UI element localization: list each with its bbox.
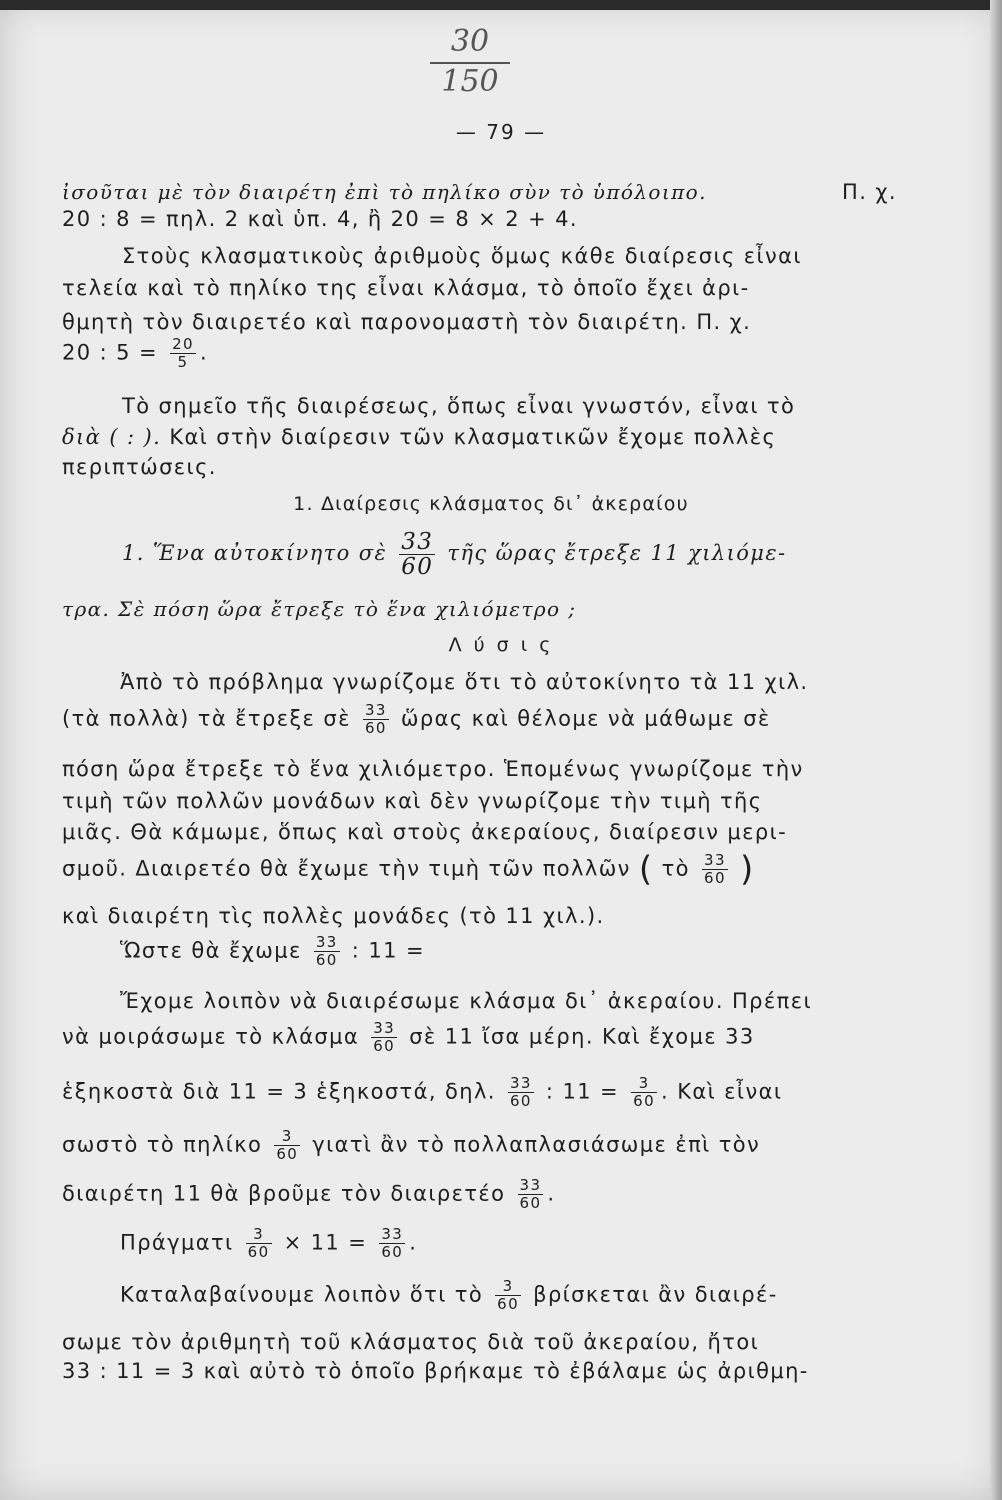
fraction-numerator: 3 [495,1278,521,1296]
fraction-denominator: 60 [247,1243,270,1261]
fraction-numerator: 33 [364,701,387,719]
text-span: : 11 = [351,938,425,963]
text-span: Καὶ εἶναι [677,1079,783,1104]
text-span: σμοῦ. Διαιρετέο θὰ ἔχωμε τὴν τιμὴ τῶν πολλῶν [62,856,631,881]
text-line [120,1278,778,1313]
fraction-denominator: 60 [315,951,338,969]
text-line: τελεία καὶ τὸ πηλίκο της εἶναι κλάσμα, τὸ ὁποῖο ἔχει ἀρι- [62,276,750,300]
fraction-denominator: 60 [364,719,387,737]
fraction-numerator: 3 [631,1075,657,1093]
fraction [379,1226,405,1261]
text-line: Ἔχομε λοιπὸν νὰ διαιρέσωμε κλάσμα δι᾿ ἀκεραίου. Πρέπει [120,989,812,1013]
fraction-numerator: 3 [246,1226,272,1244]
text-span: 1. Ἕνα αὐτοκίνητο σὲ [122,541,388,565]
text-line: πόση ὥρα ἔτρεξε τὸ ἕνα χιλιόμετρο. Ἑπομένως γνωρίζομε τὴν [62,757,804,781]
fraction-denominator: 60 [497,1295,520,1313]
text-span: Πράγματι [120,1230,234,1255]
text-line: Στοὺς κλασματικοὺς ἀριθμοὺς ὅμως κάθε διαίρεσις εἶναι [122,244,802,268]
fraction-denominator: 60 [276,1145,299,1163]
fraction [274,1128,300,1163]
fraction-denominator: 60 [381,1243,404,1261]
text-span: : 11 = [545,1079,620,1104]
text-span: διαιρέτη 11 θὰ βροῦμε τὸν διαιρετέο [62,1181,506,1206]
fraction [170,336,196,371]
fraction-numerator: 20 [172,335,194,353]
text-span: τῆς ὥρας ἔτρεξε 11 χιλιόμε- [447,541,787,565]
text-span: ὥρας καὶ θέλομε νὰ μάθωμε σὲ [400,706,771,731]
fraction [702,852,728,887]
text-line: μιᾶς. Θὰ κάμωμε, ὅπως καὶ στοὺς ἀκεραίους, διαίρεσιν μερι- [62,820,788,844]
handwritten-annotation [425,26,515,98]
open-paren: ( [638,849,654,890]
fraction-denominator: 5 [177,353,189,371]
fraction [246,1226,272,1261]
fraction-denominator: 60 [509,1092,532,1110]
annotation-bottom: 150 [441,64,499,99]
text-line [62,425,776,449]
text-span: νὰ μοιράσωμε τὸ κλάσμα [62,1024,360,1049]
text-span: διὰ ( : ). [62,425,162,449]
fraction-denominator: 60 [633,1092,656,1110]
text-line [62,702,771,737]
text-span: 20 : 5 = [62,340,158,365]
fraction-denominator: 60 [401,554,434,580]
fraction [314,934,340,969]
text-line: σωμε τὸν ἀριθμητὴ τοῦ κλάσματος διὰ τοῦ ἀκεραίου, ἤτοι [62,1330,760,1354]
fraction [363,702,389,737]
problem-line: τρα. Σὲ πόση ὥρα ἔτρεξε τὸ ἕνα χιλιόμετρο ; [62,597,577,621]
text-span: Καὶ στὴν διαίρεσιν τῶν κλασματικῶν ἔχομε πολλὲς [169,425,777,449]
text-line [120,934,425,969]
fraction [371,1020,397,1055]
fraction-denominator: 60 [373,1037,396,1055]
text-line: διαιρέτη 11 θὰ βροῦμε τὸν διαιρετέο $\frac{33}{60}$ . [62,1176,556,1212]
text-line: θμητὴ τὸν διαιρετέο καὶ παρονομαστὴ τὸν διαιρέτη. Π. χ. [62,310,752,334]
scan-right-edge [990,0,1002,1500]
text-line [62,180,707,204]
fraction-numerator: 33 [315,933,338,951]
text-line: καὶ διαιρέτη τὶς πολλὲς μονάδες (τὸ 11 χιλ.). [62,904,605,928]
text-span: (τὰ πολλὰ) τὰ ἔτρεξε σὲ [62,706,351,731]
text-line [62,849,755,890]
scan-top-edge [0,0,1002,10]
annotation-top: 30 [450,24,490,59]
problem-line [122,530,787,579]
page-number: — 79 — [455,120,547,144]
fraction-numerator: 33 [373,1019,396,1037]
fraction-numerator: 33 [509,1074,532,1092]
text-line [62,1020,755,1055]
fraction-numerator: 3 [274,1128,300,1146]
fraction [495,1278,521,1313]
text-span: Καταλαβαίνουμε λοιπὸν ὅτι τὸ [120,1282,484,1307]
text-span: γιατὶ ἂν τὸ πολλαπλασιάσωμε ἐπὶ τὸν [312,1132,761,1157]
section-heading: 1. Διαίρεσις κλάσματος δι᾿ ἀκεραίου [293,493,689,515]
fraction-numerator: 33 [704,851,726,869]
fraction-numerator: 33 [401,529,434,555]
text-line: 20 : 8 = πηλ. 2 καὶ ὑπ. 4, ἢ 20 = 8 × 2 + 4. [62,207,578,231]
text-span: Ὥστε θὰ ἔχωμε [120,938,302,963]
fraction [508,1075,534,1110]
fraction [399,530,435,579]
text-span: ἰσοῦται μὲ τὸν διαιρέτη ἐπὶ τὸ πηλίκο σὺν τὸ ὑπόλοιπο. [62,180,707,204]
text-line: ἑξηκοστὰ διὰ 11 = 3 ἑξηκοστά, δηλ. $\frac{33}{60}$ : 11 = $\frac{3}{60}$ . Καὶ εἶναι [62,1074,783,1110]
text-line: 33 : 11 = 3 καὶ αὐτὸ τὸ ὁποῖο βρήκαμε τὸ ἐβάλαμε ὡς ἀριθμη- [62,1359,809,1383]
fraction [518,1177,544,1212]
fraction-numerator: 33 [381,1225,404,1243]
text-line [62,1128,760,1163]
text-span: τὸ [661,856,690,881]
text-span: σωστὸ τὸ πηλίκο [62,1132,263,1157]
text-line: Ἀπὸ τὸ πρόβλημα γνωρίζομε ὅτι τὸ αὐτοκίνητο τὰ 11 χιλ. [120,670,809,694]
text-line: Πράγματι $\frac{3}{60}$ × 11 = $\frac{33}{60}$ . [120,1225,418,1261]
fraction-numerator: 33 [519,1176,542,1194]
fraction [631,1075,657,1110]
solution-heading: Λ ύ σ ι ς [448,634,554,656]
text-line: Π. χ. [842,180,897,204]
text-line: περιπτώσεις. [62,455,217,479]
fraction-denominator: 60 [704,869,726,887]
text-span: σὲ 11 ἴσα μέρη. Καὶ ἔχομε 33 [409,1024,755,1049]
text-span: × 11 = [283,1230,368,1255]
text-line: Τὸ σημεῖο τῆς διαιρέσεως, ὅπως εἶναι γνωστόν, εἶναι τὸ [122,394,796,418]
close-paren: ) [739,849,755,890]
text-line: τιμὴ τῶν πολλῶν μονάδων καὶ δὲν γνωρίζομε τὴν τιμὴ τῆς [62,789,763,813]
text-span: βρίσκεται ἂν διαιρέ- [533,1282,778,1307]
text-line: 20 : 5 = $\frac{20}{5}$ . [62,335,209,371]
fraction-denominator: 60 [519,1194,542,1212]
text-span: ἑξηκοστὰ διὰ 11 = 3 ἑξηκοστά, δηλ. [62,1079,496,1104]
